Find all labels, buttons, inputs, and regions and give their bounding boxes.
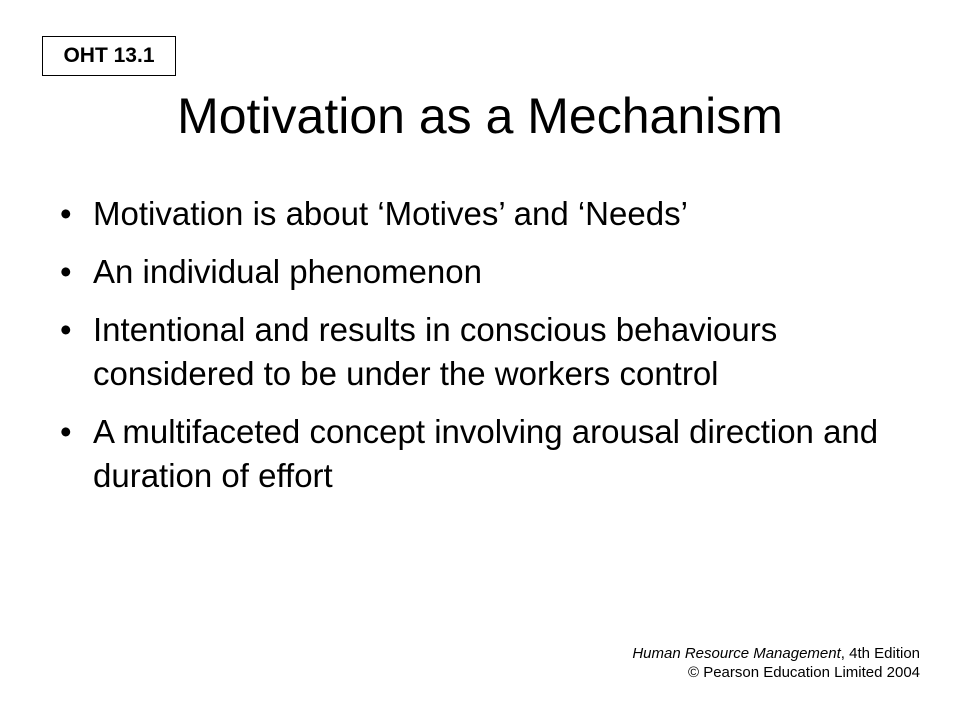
slide-footer (632, 644, 920, 682)
bullet-dot-icon: • (60, 311, 72, 348)
bullet-item (60, 308, 920, 396)
bullet-text: Intentional and results in conscious behaviours considered to be under the workers control (93, 311, 778, 392)
footer-edition: , 4th Edition (840, 645, 920, 662)
slide-tag: OHT 13.1 (42, 36, 176, 76)
bullet-list (60, 192, 920, 512)
bullet-dot-icon: • (60, 413, 72, 450)
bullet-dot-icon: • (60, 253, 72, 290)
footer-book-title: Human Resource Management (632, 645, 841, 662)
bullet-text: A multifaceted concept involving arousal direction and duration of effort (93, 413, 879, 494)
footer-copyright: © Pearson Education Limited 2004 (687, 664, 920, 681)
slide-title: Motivation as a Mechanism (177, 88, 783, 144)
bullet-item (60, 410, 920, 498)
bullet-text: An individual phenomenon (93, 253, 482, 290)
bullet-item (60, 250, 920, 294)
footer-book-line (632, 644, 920, 663)
bullet-item (60, 192, 920, 236)
bullet-text: Motivation is about ‘Motives’ and ‘Needs’ (93, 195, 688, 232)
bullet-dot-icon: • (60, 195, 72, 232)
